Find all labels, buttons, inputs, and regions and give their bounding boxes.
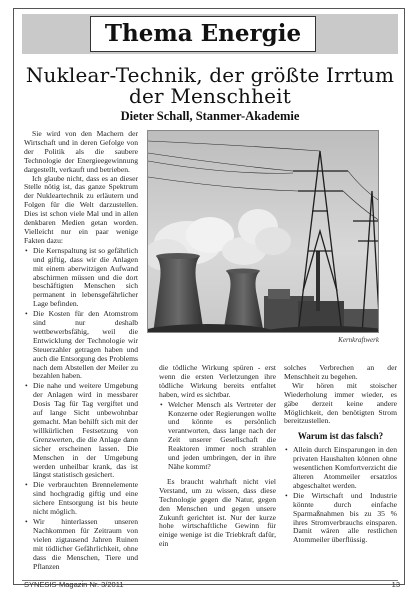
nuclear-plant-illustration — [148, 131, 379, 333]
paragraph: die tödliche Wirkung spüren - erst wenn die ersten Verletzungen ihre tödliche Wirkung bereits entfaltet haben, wird es sichtbar. — [159, 363, 276, 399]
text-column-3 — [284, 364, 397, 546]
list-item: • Allein durch Einsparungen in den privaten Haushalten können ohne wesentlichen Komfortverzicht die älteren Atommeiler ersatzlos abgeschaltet werden. — [293, 446, 397, 491]
footer-magazine: SYNESIS-Magazin Nr. 3/2011 — [24, 580, 124, 589]
page-number: 13 — [391, 580, 400, 589]
nuclear-plant-photo — [147, 130, 379, 333]
section-title: Thema Energie — [90, 16, 316, 52]
photo-caption: Kernkraftwerk — [338, 336, 379, 344]
headline-line-2: der Menschheit — [128, 84, 292, 108]
paragraph: Sie wird von den Machern der Wirtschaft und in deren Gefolge von der Politik als die saubere Technologie der Energieegewinnung dargestellt, verkauft und betrieben. — [24, 129, 138, 174]
list-item: • Die nahe und weitere Umgebung der Anlagen wird in messbarer Dosis Tag für Tag vergiftet und auf lange Sicht unbewohnbar gemacht. Man behilft sich mit der willkürlichen Festsetzung von Grenzwerten, die die Anlage dann sicher erscheinen lassen. Die Menschen in der Umgebung werden unheilbar krank, das ist längst statistisch gesichert. — [33, 382, 138, 480]
paragraph: Wir hören mit stoischer Wiederholung immer wieder, es gäbe derzeit keine andere Möglichkeit, den benötigten Strom bereitzustellen. — [284, 380, 397, 426]
reason-list — [284, 446, 397, 545]
headline-line-1: Nuklear-Technik, der größte Irrtum — [25, 63, 395, 87]
article-byline: Dieter Schall, Stanmer-Akademie — [120, 109, 300, 123]
subheading: Warum ist das falsch? — [297, 431, 384, 442]
text-column-2 — [159, 364, 276, 549]
paragraph: Es braucht wahrhaft nicht viel Verstand, um zu wissen, dass diese Technologie gegen die Natur, gegen den Menschen und gegen unsere Zukunft gerichtet ist. Nur der kurze hohe wirtschaftliche Gewinn für einige wenige ist die Triebkraft dafür, ein — [159, 476, 276, 549]
list-item: • Wir hinterlassen unseren Nachkommen für Zeitraum von vielen zigtausend Jahren Ruinen mit tödlicher Gefährlichkeit, ohne dass die Menschen, Tiere und Pflanzen — [33, 518, 138, 571]
paragraph: solches Verbrechen an der Menschheit zu begehen. — [284, 363, 397, 381]
fact-list — [159, 401, 276, 472]
list-item: • Die Wirtschaft und Industrie könnte durch einfache Sparmaßnahmen bis zu 35 % ihres Stromverbrauchs einsparen. Damit wären alle restlichen Atommeiler überflüssig. — [293, 492, 397, 545]
list-item: • Die verbrauchten Brennelemente sind hochgradig giftig und eine sichere Entsorgung ist bis heute nicht möglich. — [33, 481, 138, 517]
text-column-1 — [24, 130, 138, 572]
list-item: • Die Kosten für den Atomstrom sind nur deshalb wettbewerbsfähig, weil die Entwicklung der Technologie wir Steuerzahler getragen haben und auch die Entsorgung des Problems nach dem Abstellen der Meiler zu bezahlen haben. — [33, 310, 138, 381]
article-headline — [22, 65, 398, 107]
paragraph: Ich glaube nicht, dass es an dieser Stelle nötig ist, das ganze Spektrum der Nukleartechnik zu erläutern und Folgen für die Welt darzustellen. Dies ist schon viele Mal und in allen denkbaren Medien getan worden. Vielleicht nur ein paar wenige Fakten dazu: — [24, 173, 138, 245]
list-item: • Welcher Mensch als Vertreter der Konzerne oder Regierungen wollte und könnte es persönlich verantworten, dass lange nach der Zeit unserer Gesellschaft die Reaktoren immer noch strahlen und jeden umbringen, der in ihre Nähe kommt? — [168, 401, 276, 472]
fact-list — [24, 247, 138, 572]
list-item: • Die Kernspaltung ist so gefährlich und giftig, dass wir die Anlagen mit einem aberwitzigen Aufwand abschirmen müssen und die dort beschäftigten Menschen sich permanent in lebensgefährlicher Lage befinden. — [33, 247, 138, 309]
